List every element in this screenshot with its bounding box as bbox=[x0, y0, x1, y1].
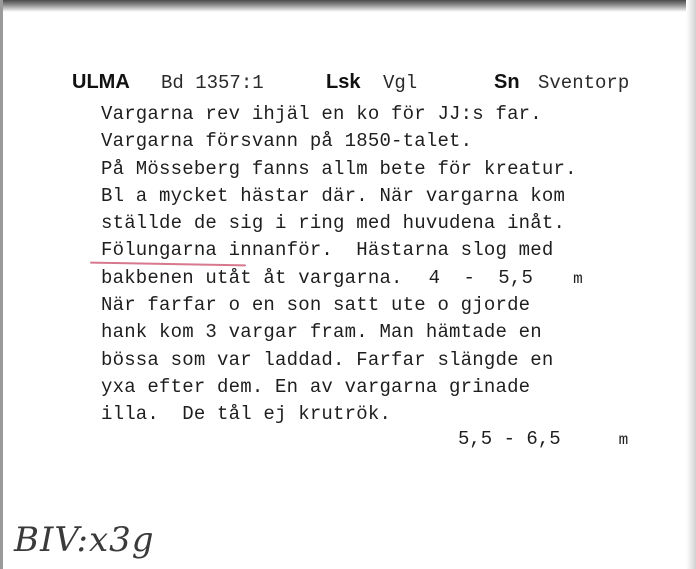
archive-name: ULMA bbox=[72, 71, 130, 93]
text-line: Fölungarna innanför. Hästarna slog med bbox=[101, 239, 554, 262]
text-segment: bakbenen utåt åt vargarna. bbox=[101, 266, 403, 289]
card-header bbox=[0, 70, 696, 100]
landskap-value: Vgl bbox=[383, 72, 418, 94]
reference-number: Bd 1357:1 bbox=[161, 72, 264, 94]
text-line: hank kom 3 vargar fram. Man hämtade en bbox=[101, 321, 542, 344]
socken-value: Sventorp bbox=[538, 72, 630, 94]
final-range-value: 5,5 - 6,5 bbox=[458, 428, 561, 450]
handwritten-catalog-mark: BIV:x3g bbox=[14, 520, 155, 560]
landskap-label: Lsk bbox=[326, 71, 361, 93]
text-line: ställde de sig i ring med huvudena inåt. bbox=[101, 212, 566, 235]
socken-label: Sn bbox=[494, 71, 520, 93]
text-line: yxa efter dem. En av vargarna grinade bbox=[101, 375, 531, 398]
text-line: När farfar o en son satt ute o gjorde bbox=[101, 294, 531, 317]
text-line: illa. De tål ej krutrök. bbox=[101, 403, 392, 426]
text-line: Bl a mycket hästar där. När vargarna kom bbox=[101, 184, 566, 207]
text-line: bössa som var laddad. Farfar slängde en bbox=[101, 348, 554, 371]
text-line: Vargarna rev ihjäl en ko för JJ:s far. bbox=[101, 103, 542, 125]
depth-range: 4 - 5,5 bbox=[428, 266, 534, 289]
text-line: Vargarna försvann på 1850-talet. bbox=[101, 130, 473, 153]
text-line-with-range bbox=[101, 265, 583, 292]
text-line: På Mösseberg fanns allm bete för kreatur. bbox=[101, 157, 577, 180]
final-range-unit: m bbox=[618, 431, 629, 449]
depth-unit: m bbox=[573, 269, 583, 288]
final-range bbox=[458, 428, 628, 450]
